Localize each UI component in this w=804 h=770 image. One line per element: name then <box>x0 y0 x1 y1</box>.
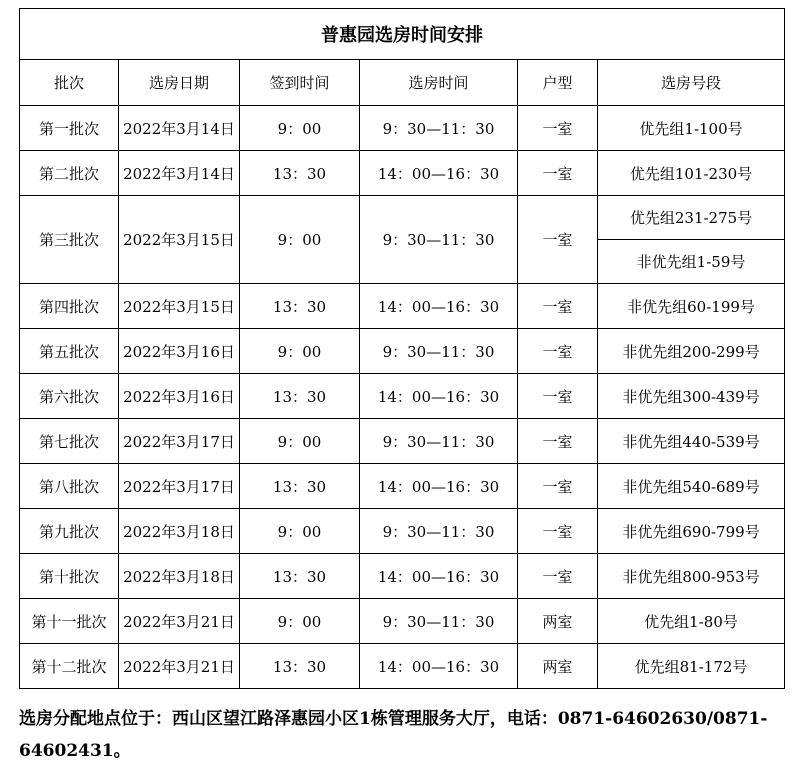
time-cell: 14：00—16：30 <box>360 644 518 689</box>
range-cell: 非优先组540-689号 <box>598 464 785 509</box>
batch-cell: 第十一批次 <box>20 599 119 644</box>
checkin-cell: 13：30 <box>240 554 360 599</box>
time-cell: 9：30—11：30 <box>360 599 518 644</box>
checkin-cell: 9：00 <box>240 106 360 151</box>
table-row <box>20 106 785 151</box>
header-row <box>20 60 785 106</box>
schedule-sheet <box>19 8 784 689</box>
batch-cell: 第三批次 <box>20 196 119 284</box>
type-cell: 两室 <box>518 599 598 644</box>
date-cell: 2022年3月17日 <box>119 464 240 509</box>
checkin-cell: 9：00 <box>240 419 360 464</box>
batch-cell: 第二批次 <box>20 151 119 196</box>
header-date: 选房日期 <box>119 60 240 106</box>
checkin-cell: 9：00 <box>240 509 360 554</box>
batch-cell: 第七批次 <box>20 419 119 464</box>
header-range: 选房号段 <box>598 60 785 106</box>
date-cell: 2022年3月16日 <box>119 329 240 374</box>
batch-cell: 第六批次 <box>20 374 119 419</box>
footer-note: 选房分配地点位于：西山区望江路泽惠园小区1栋管理服务大厅，电话：0871-64602630/0871-64602431。 <box>19 709 768 761</box>
date-cell: 2022年3月18日 <box>119 554 240 599</box>
type-cell: 一室 <box>518 284 598 329</box>
range-cell: 非优先组60-199号 <box>598 284 785 329</box>
table-row <box>20 374 785 419</box>
table-row <box>20 151 785 196</box>
range-cell: 非优先组1-59号 <box>598 240 785 284</box>
range-cell: 优先组231-275号 <box>598 196 785 240</box>
type-cell: 一室 <box>518 554 598 599</box>
batch-cell: 第九批次 <box>20 509 119 554</box>
table-title: 普惠园选房时间安排 <box>20 9 785 60</box>
batch-cell: 第五批次 <box>20 329 119 374</box>
checkin-cell: 9：00 <box>240 599 360 644</box>
range-cell: 优先组101-230号 <box>598 151 785 196</box>
range-cell: 非优先组300-439号 <box>598 374 785 419</box>
batch-cell: 第一批次 <box>20 106 119 151</box>
batch-cell: 第十二批次 <box>20 644 119 689</box>
table-row <box>20 599 785 644</box>
type-cell: 一室 <box>518 419 598 464</box>
table-row <box>20 284 785 329</box>
range-cell: 非优先组440-539号 <box>598 419 785 464</box>
batch-cell: 第八批次 <box>20 464 119 509</box>
checkin-cell: 13：30 <box>240 644 360 689</box>
range-cell: 非优先组800-953号 <box>598 554 785 599</box>
date-cell: 2022年3月15日 <box>119 196 240 284</box>
date-cell: 2022年3月16日 <box>119 374 240 419</box>
date-cell: 2022年3月14日 <box>119 106 240 151</box>
date-cell: 2022年3月15日 <box>119 284 240 329</box>
type-cell: 一室 <box>518 509 598 554</box>
time-cell: 14：00—16：30 <box>360 464 518 509</box>
checkin-cell: 9：00 <box>240 196 360 284</box>
table-row <box>20 419 785 464</box>
header-batch: 批次 <box>20 60 119 106</box>
table-row <box>20 509 785 554</box>
date-cell: 2022年3月14日 <box>119 151 240 196</box>
date-cell: 2022年3月21日 <box>119 644 240 689</box>
type-cell: 一室 <box>518 374 598 419</box>
checkin-cell: 13：30 <box>240 284 360 329</box>
table-row <box>20 196 785 240</box>
type-cell: 一室 <box>518 196 598 284</box>
batch-cell: 第四批次 <box>20 284 119 329</box>
time-cell: 14：00—16：30 <box>360 554 518 599</box>
date-cell: 2022年3月18日 <box>119 509 240 554</box>
range-cell: 优先组1-100号 <box>598 106 785 151</box>
table-body <box>20 106 785 689</box>
date-cell: 2022年3月17日 <box>119 419 240 464</box>
table-row <box>20 464 785 509</box>
checkin-cell: 9：00 <box>240 329 360 374</box>
time-cell: 9：30—11：30 <box>360 329 518 374</box>
schedule-table <box>19 8 785 689</box>
range-cell: 非优先组200-299号 <box>598 329 785 374</box>
time-cell: 9：30—11：30 <box>360 509 518 554</box>
checkin-cell: 13：30 <box>240 151 360 196</box>
batch-cell: 第十批次 <box>20 554 119 599</box>
header-checkin: 签到时间 <box>240 60 360 106</box>
type-cell: 一室 <box>518 106 598 151</box>
time-cell: 9：30—11：30 <box>360 196 518 284</box>
type-cell: 两室 <box>518 644 598 689</box>
type-cell: 一室 <box>518 151 598 196</box>
range-cell: 优先组1-80号 <box>598 599 785 644</box>
date-cell: 2022年3月21日 <box>119 599 240 644</box>
time-cell: 14：00—16：30 <box>360 284 518 329</box>
checkin-cell: 13：30 <box>240 464 360 509</box>
header-time: 选房时间 <box>360 60 518 106</box>
time-cell: 9：30—11：30 <box>360 106 518 151</box>
range-cell: 非优先组690-799号 <box>598 509 785 554</box>
time-cell: 14：00—16：30 <box>360 374 518 419</box>
header-type: 户型 <box>518 60 598 106</box>
checkin-cell: 13：30 <box>240 374 360 419</box>
type-cell: 一室 <box>518 464 598 509</box>
table-row <box>20 554 785 599</box>
table-row <box>20 644 785 689</box>
type-cell: 一室 <box>518 329 598 374</box>
range-cell: 优先组81-172号 <box>598 644 785 689</box>
time-cell: 14：00—16：30 <box>360 151 518 196</box>
table-row <box>20 329 785 374</box>
time-cell: 9：30—11：30 <box>360 419 518 464</box>
